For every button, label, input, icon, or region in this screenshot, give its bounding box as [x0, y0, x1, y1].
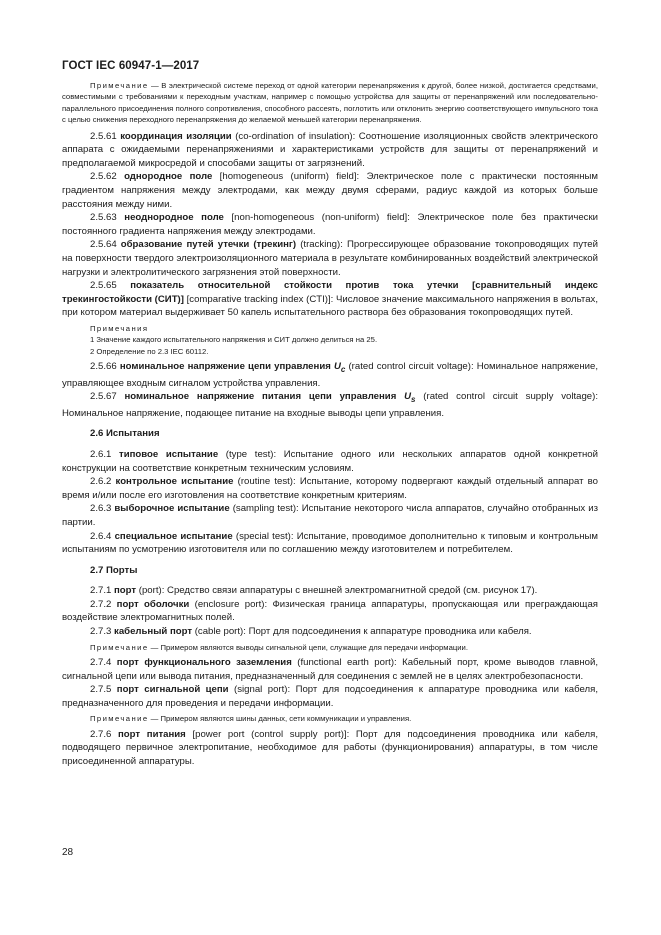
notes-heading: Примечания	[90, 323, 149, 333]
clause-2-7-4: 2.7.4 порт функционального заземления (functional earth port): Кабельный порт, кроме выводов главной, сигнальной цепи или вывода питания, предназначенный для соединения с землей не в целях электробезопасности.	[62, 657, 598, 682]
section-heading-2-7: 2.7 Порты	[90, 564, 138, 576]
clause-2-7-1: 2.7.1 порт (port): Средство связи аппаратуры с внешней электромагнитной средой (см. рисунок 17).	[90, 585, 538, 597]
clause-2-7-5: 2.7.5 порт сигнальной цепи (signal port): Порт для подсоединения к аппаратуре проводника или кабеля, предназначенного для проведения и передачи информации.	[62, 684, 599, 709]
clause-2-5-62: 2.5.62 однородное поле [homogeneous (uniform) field]: Электрическое поле с практически постоянным градиентом напряжения между электродами, как между двумя сферами, радиус каждой из которых больше расстояния между ними.	[62, 171, 598, 210]
document-body	[62, 80, 598, 769]
clause-2-6-1: 2.6.1 типовое испытание (type test): Испытание одного или нескольких аппаратов одной конкретной конструкции на соответствие конкретным техническим условиям.	[62, 448, 598, 474]
clause-2-7-6: 2.7.6 порт питания [power port (control supply port)]: Порт для подсоединения проводника или кабеля, подводящего первичное электропитание, необходимое для работы (функционирования) аппаратуры, в том числе присоединенной аппаратуры.	[62, 728, 598, 768]
standard-header: ГОСТ IEC 60947-1—2017	[62, 60, 200, 72]
clause-2-6-2: 2.6.2 контрольное испытание (routine test): Испытание, которому подвергают каждый отдельный аппарат во время и/или после его изготовления на соответствие конкретным критериям.	[62, 476, 598, 501]
clause-2-5-67: 2.5.67 номинальное напряжение питания цепи управления $U_s$ (rated control circuit supply voltage): Номинальное напряжение, подающее питание на входные выводы цепи управления.	[62, 391, 598, 419]
clause-2-5-63: 2.5.63 неоднородное поле [non-homogeneous (non-uniform) field]: Электрическое поле без практически постоянного градиента напряжения между электродами.	[62, 212, 599, 237]
clause-2-5-64: 2.5.64 образование путей утечки (трекинг) (tracking): Прогрессирующее образование токопроводящих путей на поверхности твердого электроизоляционного материала в результате комбинированных воздействий электрической нагрузки и электролитического загрязнения этой поверхности.	[62, 239, 598, 278]
clause-2-7-2: 2.7.2 порт оболочки (enclosure port): Физическая граница аппаратуры, пропускающая или преграждающая воздействие электромагнитных полей.	[62, 598, 598, 624]
clause-2-7-3: 2.7.3 кабельный порт (cable port): Порт для подсоединения к аппаратуре проводника или кабеля.	[90, 626, 532, 638]
section-heading-2-6: 2.6 Испытания	[90, 428, 160, 440]
clause-2-5-61: 2.5.61 координация изоляции (co-ordination of insulation): Соотношение изоляционных свойств электрического аппарата с ожидаемыми перенапряжениями и характеристиками устройств для защиты от перенапряжений и предполагаемой микросредой и способами защиты от загрязнений.	[62, 130, 599, 169]
clause-2-6-4: 2.6.4 специальное испытание (special test): Испытание, проводимое дополнительно к типовым и контрольным испытаниям по усмотрению изготовителя или по соглашению между изготовителем и потребителем.	[62, 530, 598, 556]
note-item-2: 2 Определение по 2.3 IEC 60112.	[90, 346, 209, 356]
clause-2-5-66: 2.5.66 номинальное напряжение цепи управления $U_c$ (rated control circuit voltage): Номинальное напряжение, управляющее входным сигналом устройства управления.	[62, 361, 598, 389]
clause-2-5-65: 2.5.65 показатель относительной стойкости против тока утечки [сравнительный индекс трекингостойкости (СИТ)] [comparative tracking index (CTI)]: Числовое значение максимального напряжения в вольтах, при котором материал выдерживает 50 капель испытательного раствора без образования токопроводящих путей.	[62, 280, 599, 319]
note-signal-port: Примечание — Примером являются шины данных, сети коммуникации и управления.	[90, 714, 412, 724]
note-overvoltage: Примечание — В электрической системе переход от одной категории перенапряжения к другой, более низкой, достигается средствами, совместимыми с требованиями к переходным участкам, например с помощью устройства для защиты от перенапряжений или последовательно-параллельного присоединения полного сопротивления, способного рассеять, поглотить или отклонить энергию соответствующего импульсного тока с целью снижения переходного перенапряжения до желаемой меньшей категории перенапряжения.	[62, 81, 598, 125]
clause-2-6-3: 2.6.3 выборочное испытание (sampling test): Испытание некоторого числа аппаратов, случайно отобранных из партии.	[62, 503, 598, 528]
page-number: 28	[62, 847, 74, 858]
note-item-1: 1 Значение каждого испытательного напряжения и СИТ должно делиться на 25.	[90, 335, 378, 345]
note-cable-port: Примечание — Примером являются выводы сигнальной цепи, служащие для передачи информации.	[90, 642, 468, 652]
